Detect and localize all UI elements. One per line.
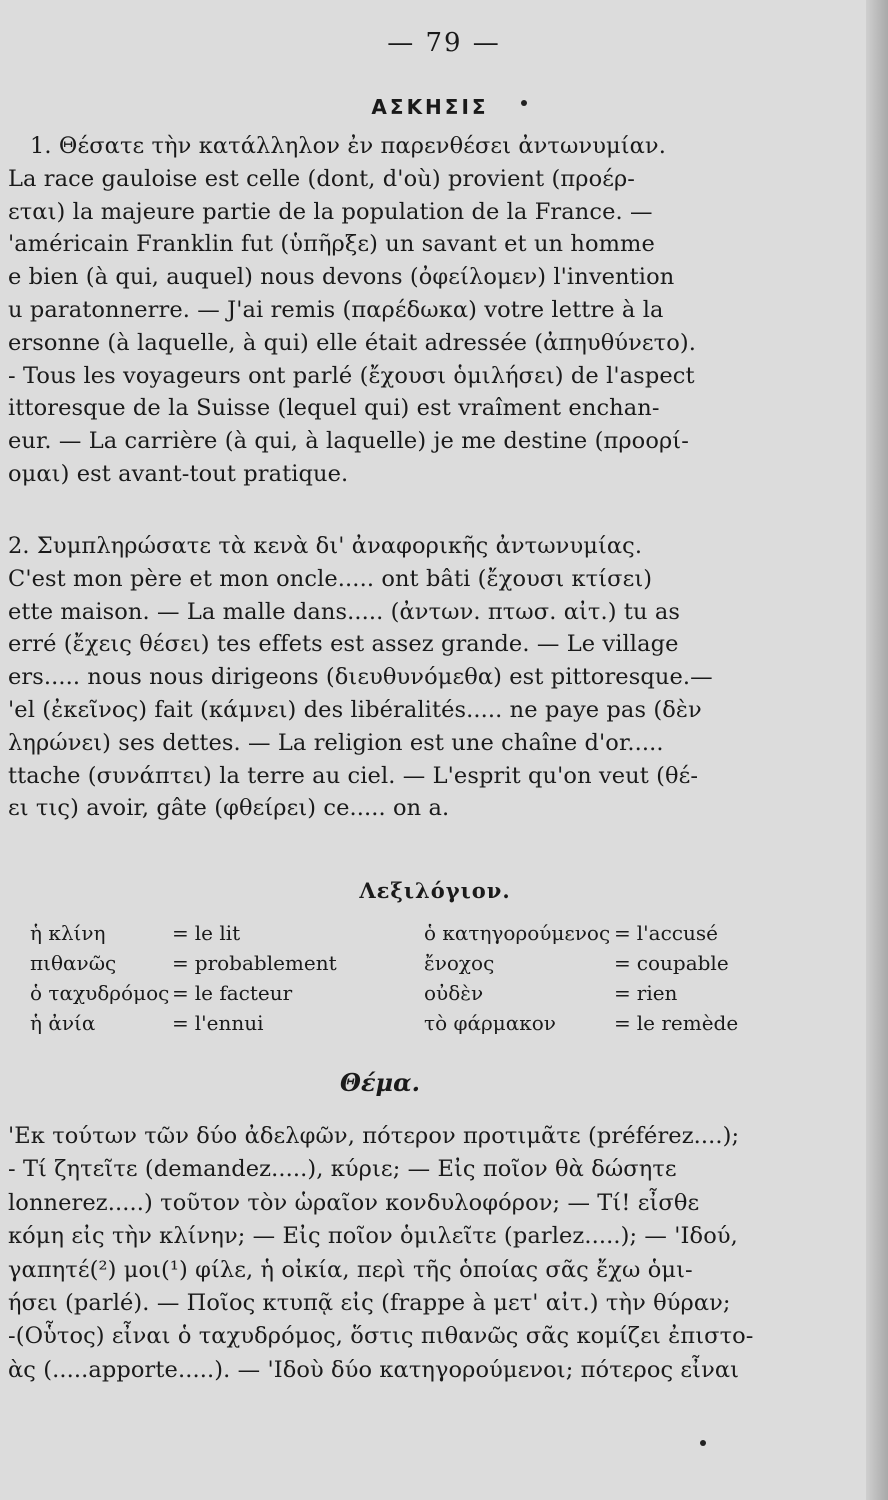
equals-sign: = [614, 1011, 631, 1035]
text-line: 1. Θέσατε τὴν κατάλληλον ἐν παρενθέσει ἀντωνυμίαν. [30, 133, 666, 159]
text-line: lonnerez.....) τοῦτον τὸν ὡραῖον κονδυλοφόρον; — Τί! εἶσθε [8, 1189, 700, 1216]
text-line: - Τί ζητεῖτε (demandez.....), κύριε; — Εἰς ποῖον θὰ δώσητε [8, 1156, 677, 1183]
text-line: γαπητέ(²) μοι(¹) φίλε, ἡ οἰκία, περὶ τῆς ὁποίας σᾶς ἔχω ὁμι- [8, 1256, 693, 1283]
text-line: e bien (à qui, auquel) nous devons (ὀφείλομεν) l'invention [8, 264, 675, 291]
ink-speck [521, 100, 527, 106]
vocabulary-right-column [424, 918, 738, 1038]
text-line: 'el (ἐκεῖνος) fait (κάμνει) des libéralités..... ne paye pas (δὲν [8, 696, 702, 723]
exercise-2 [8, 530, 770, 825]
vocabulary-entry [30, 978, 337, 1008]
text-line: κόμη εἰς τὴν κλίνην; — Εἰς ποῖον ὁμιλεῖτε (parlez.....); — 'Ιδού, [8, 1223, 738, 1250]
text-line: ομαι) est avant-tout pratique. [8, 460, 349, 487]
page-number: — 79 — [387, 28, 501, 58]
text-line: 'Εκ τούτων τῶν δύο ἀδελφῶν, πότερον προτιμᾶτε (préférez....); [8, 1123, 740, 1149]
text-line: ers..... nous nous dirigeons (διευθυνόμεθα) est pittoresque.— [8, 664, 713, 691]
text-line: 'américain Franklin fut (ὑπῆρξε) un savant et un homme [8, 231, 655, 258]
thema-title: Θέμα. [340, 1068, 420, 1097]
greek-word: οὐδὲν [424, 981, 484, 1005]
text-line: u paratonnerre. — J'ai remis (παρέδωκα) votre lettre à la [8, 296, 664, 323]
greek-word: πιθανῶς [30, 951, 117, 975]
greek-word: ὁ κατηγορούμενος [424, 921, 611, 945]
greek-word: ὁ ταχυδρόμος [30, 981, 170, 1005]
page-edge-shadow [866, 0, 888, 1500]
text-line: La race gauloise est celle (dont, d'où) provient (προέρ- [8, 165, 635, 192]
thema-text [8, 1120, 770, 1387]
vocabulary-entry [30, 918, 337, 948]
french-meaning: coupable [636, 951, 729, 975]
equals-sign: = [172, 1011, 189, 1035]
text-line: ὰς (.....apporte.....). — 'Ιδοὺ δύο κατηγορούμενοι; πότερος εἶναι [8, 1356, 740, 1383]
vocabulary-entry [424, 978, 738, 1008]
exercise-1 [8, 130, 770, 491]
vocabulary-entry [424, 948, 738, 978]
text-line: -(Οὗτος) εἶναι ὁ ταχυδρόμος, ὅστις πιθανῶς σᾶς κομίζει ἐπιστο- [8, 1323, 754, 1350]
ink-speck [700, 1440, 706, 1446]
equals-sign: = [614, 951, 631, 975]
equals-sign: = [614, 981, 631, 1005]
french-meaning: probablement [194, 951, 337, 975]
vocabulary-entry [424, 918, 738, 948]
text-line: ληρώνει) ses dettes. — La religion est une chaîne d'or..... [8, 729, 664, 756]
equals-sign: = [172, 981, 189, 1005]
section-heading: ΑΣΚΗΣΙΣ [371, 95, 489, 119]
vocabulary-entry [30, 948, 337, 978]
text-line: erré (ἔχεις θέσει) tes effets est assez grande. — Le village [8, 631, 679, 658]
vocabulary-entry [30, 1008, 337, 1038]
text-line: ette maison. — La malle dans..... (ἀντων. πτωσ. αἰτ.) tu as [8, 598, 681, 625]
vocabulary-title: Λεξιλόγιον. [359, 878, 511, 903]
greek-word: ἡ ἀνία [30, 1011, 96, 1035]
text-line: ήσει (parlé). — Ποῖος κτυπᾷ εἰς (frappe à μετ' αἰτ.) τὴν θύραν; [8, 1289, 731, 1316]
french-meaning: rien [636, 981, 678, 1005]
vocabulary-left-column [30, 918, 337, 1038]
french-meaning: le remède [636, 1011, 739, 1035]
text-line: C'est mon père et mon oncle..... ont bâti (ἔχουσι κτίσει) [8, 565, 653, 592]
equals-sign: = [172, 951, 189, 975]
french-meaning: l'ennui [194, 1011, 264, 1035]
vocabulary-entry [424, 1008, 738, 1038]
text-line: ttache (συνάπτει) la terre au ciel. — L'esprit qu'on veut (θέ- [8, 762, 699, 789]
french-meaning: le lit [194, 921, 241, 945]
text-line: ittoresque de la Suisse (lequel qui) est vraîment enchan- [8, 395, 660, 422]
text-line: ει τις) avoir, gâte (φθείρει) ce..... on a. [8, 795, 450, 822]
text-line: εται) la majeure partie de la population de la France. — [8, 198, 653, 225]
greek-word: τὸ φάρμακον [424, 1011, 556, 1035]
equals-sign: = [614, 921, 631, 945]
text-line: eur. — La carrière (à qui, à laquelle) je me destine (προορί- [8, 428, 689, 455]
text-line: ersonne (à laquelle, à qui) elle était adressée (ἀπηυθύνετο). [8, 329, 696, 356]
equals-sign: = [172, 921, 189, 945]
french-meaning: l'accusé [636, 921, 718, 945]
text-line: - Tous les voyageurs ont parlé (ἔχουσι ὁμιλήσει) de l'aspect [8, 362, 695, 389]
french-meaning: le facteur [194, 981, 293, 1005]
greek-word: ἔνοχος [424, 951, 495, 975]
text-line: 2. Συμπληρώσατε τὰ κενὰ δι' ἀναφορικῆς ἀντωνυμίας. [8, 533, 643, 559]
greek-word: ἡ κλίνη [30, 921, 106, 945]
